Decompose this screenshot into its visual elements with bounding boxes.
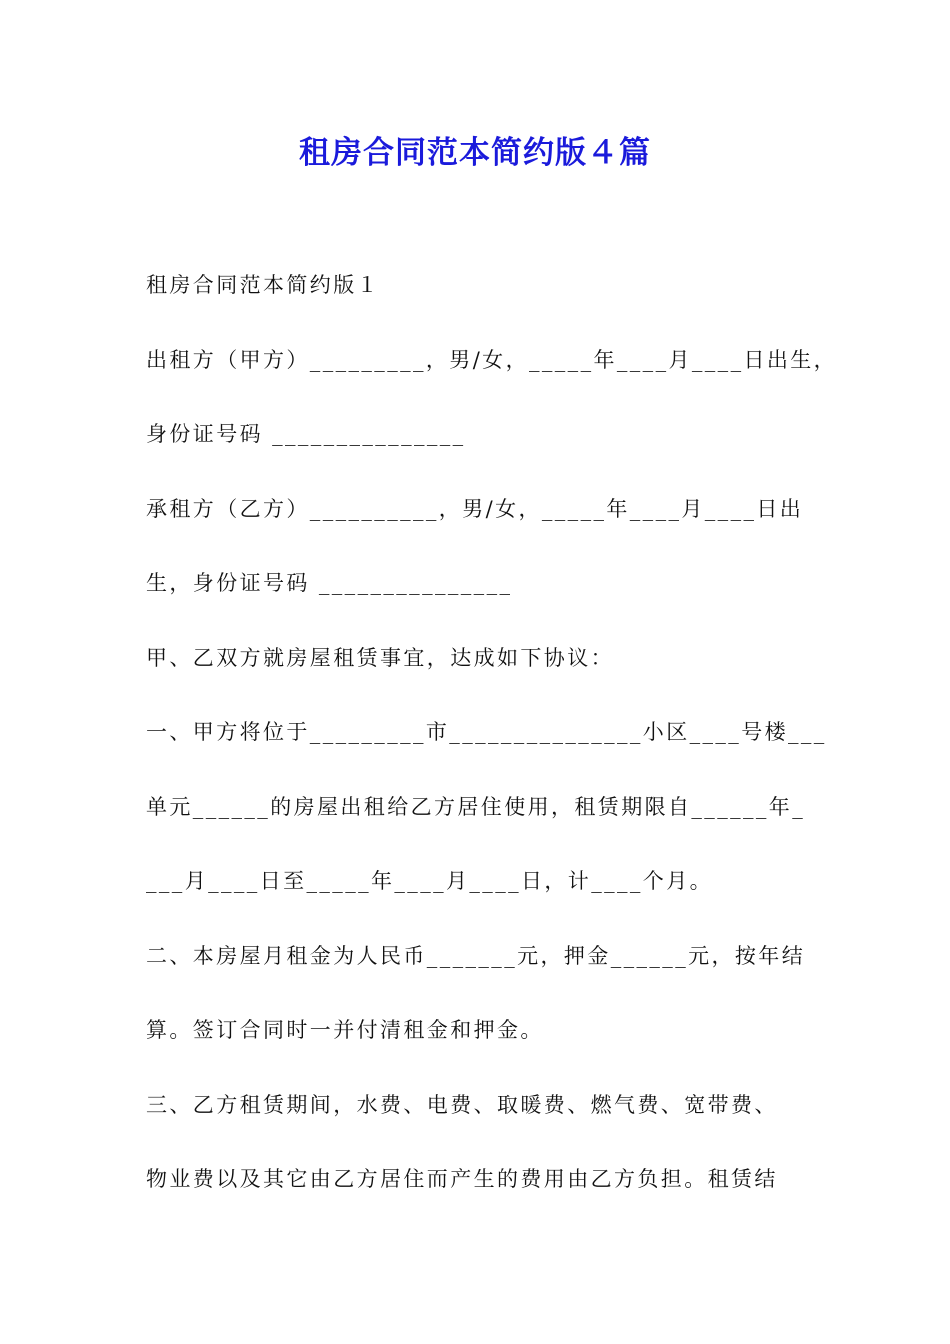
paragraph-line: 承租方（乙方）__________，男/女，_____年____月____日出 <box>146 497 804 521</box>
paragraph-line: 三、乙方租赁期间，水费、电费、取暖费、燃气费、宽带费、 <box>146 1093 778 1117</box>
paragraph-line: 甲、乙双方就房屋租赁事宜，达成如下协议： <box>146 646 614 670</box>
paragraph-line: 二、本房屋月租金为人民币_______元，押金______元，按年结 <box>146 944 806 968</box>
paragraph-line: 出租方（甲方）_________，男/女，_____年____月____日出生， <box>146 348 838 372</box>
paragraph-line: 单元______的房屋出租给乙方居住使用，租赁期限自______年_ <box>146 795 806 819</box>
paragraph-line: 物业费以及其它由乙方居住而产生的费用由乙方负担。租赁结 <box>146 1167 778 1191</box>
paragraph-line: ___月____日至_____年____月____日，计____个月。 <box>146 869 713 893</box>
section-heading: 租房合同范本简约版１ <box>146 273 380 297</box>
paragraph-line: 一、甲方将位于_________市_______________小区____号楼___ <box>146 720 827 744</box>
paragraph-line: 算。签订合同时一并付清租金和押金。 <box>146 1018 544 1042</box>
document-title: 租房合同范本简约版４篇 <box>299 135 651 171</box>
paragraph-line: 身份证号码 _______________ <box>146 422 466 446</box>
paragraph-line: 生，身份证号码 _______________ <box>146 571 513 595</box>
